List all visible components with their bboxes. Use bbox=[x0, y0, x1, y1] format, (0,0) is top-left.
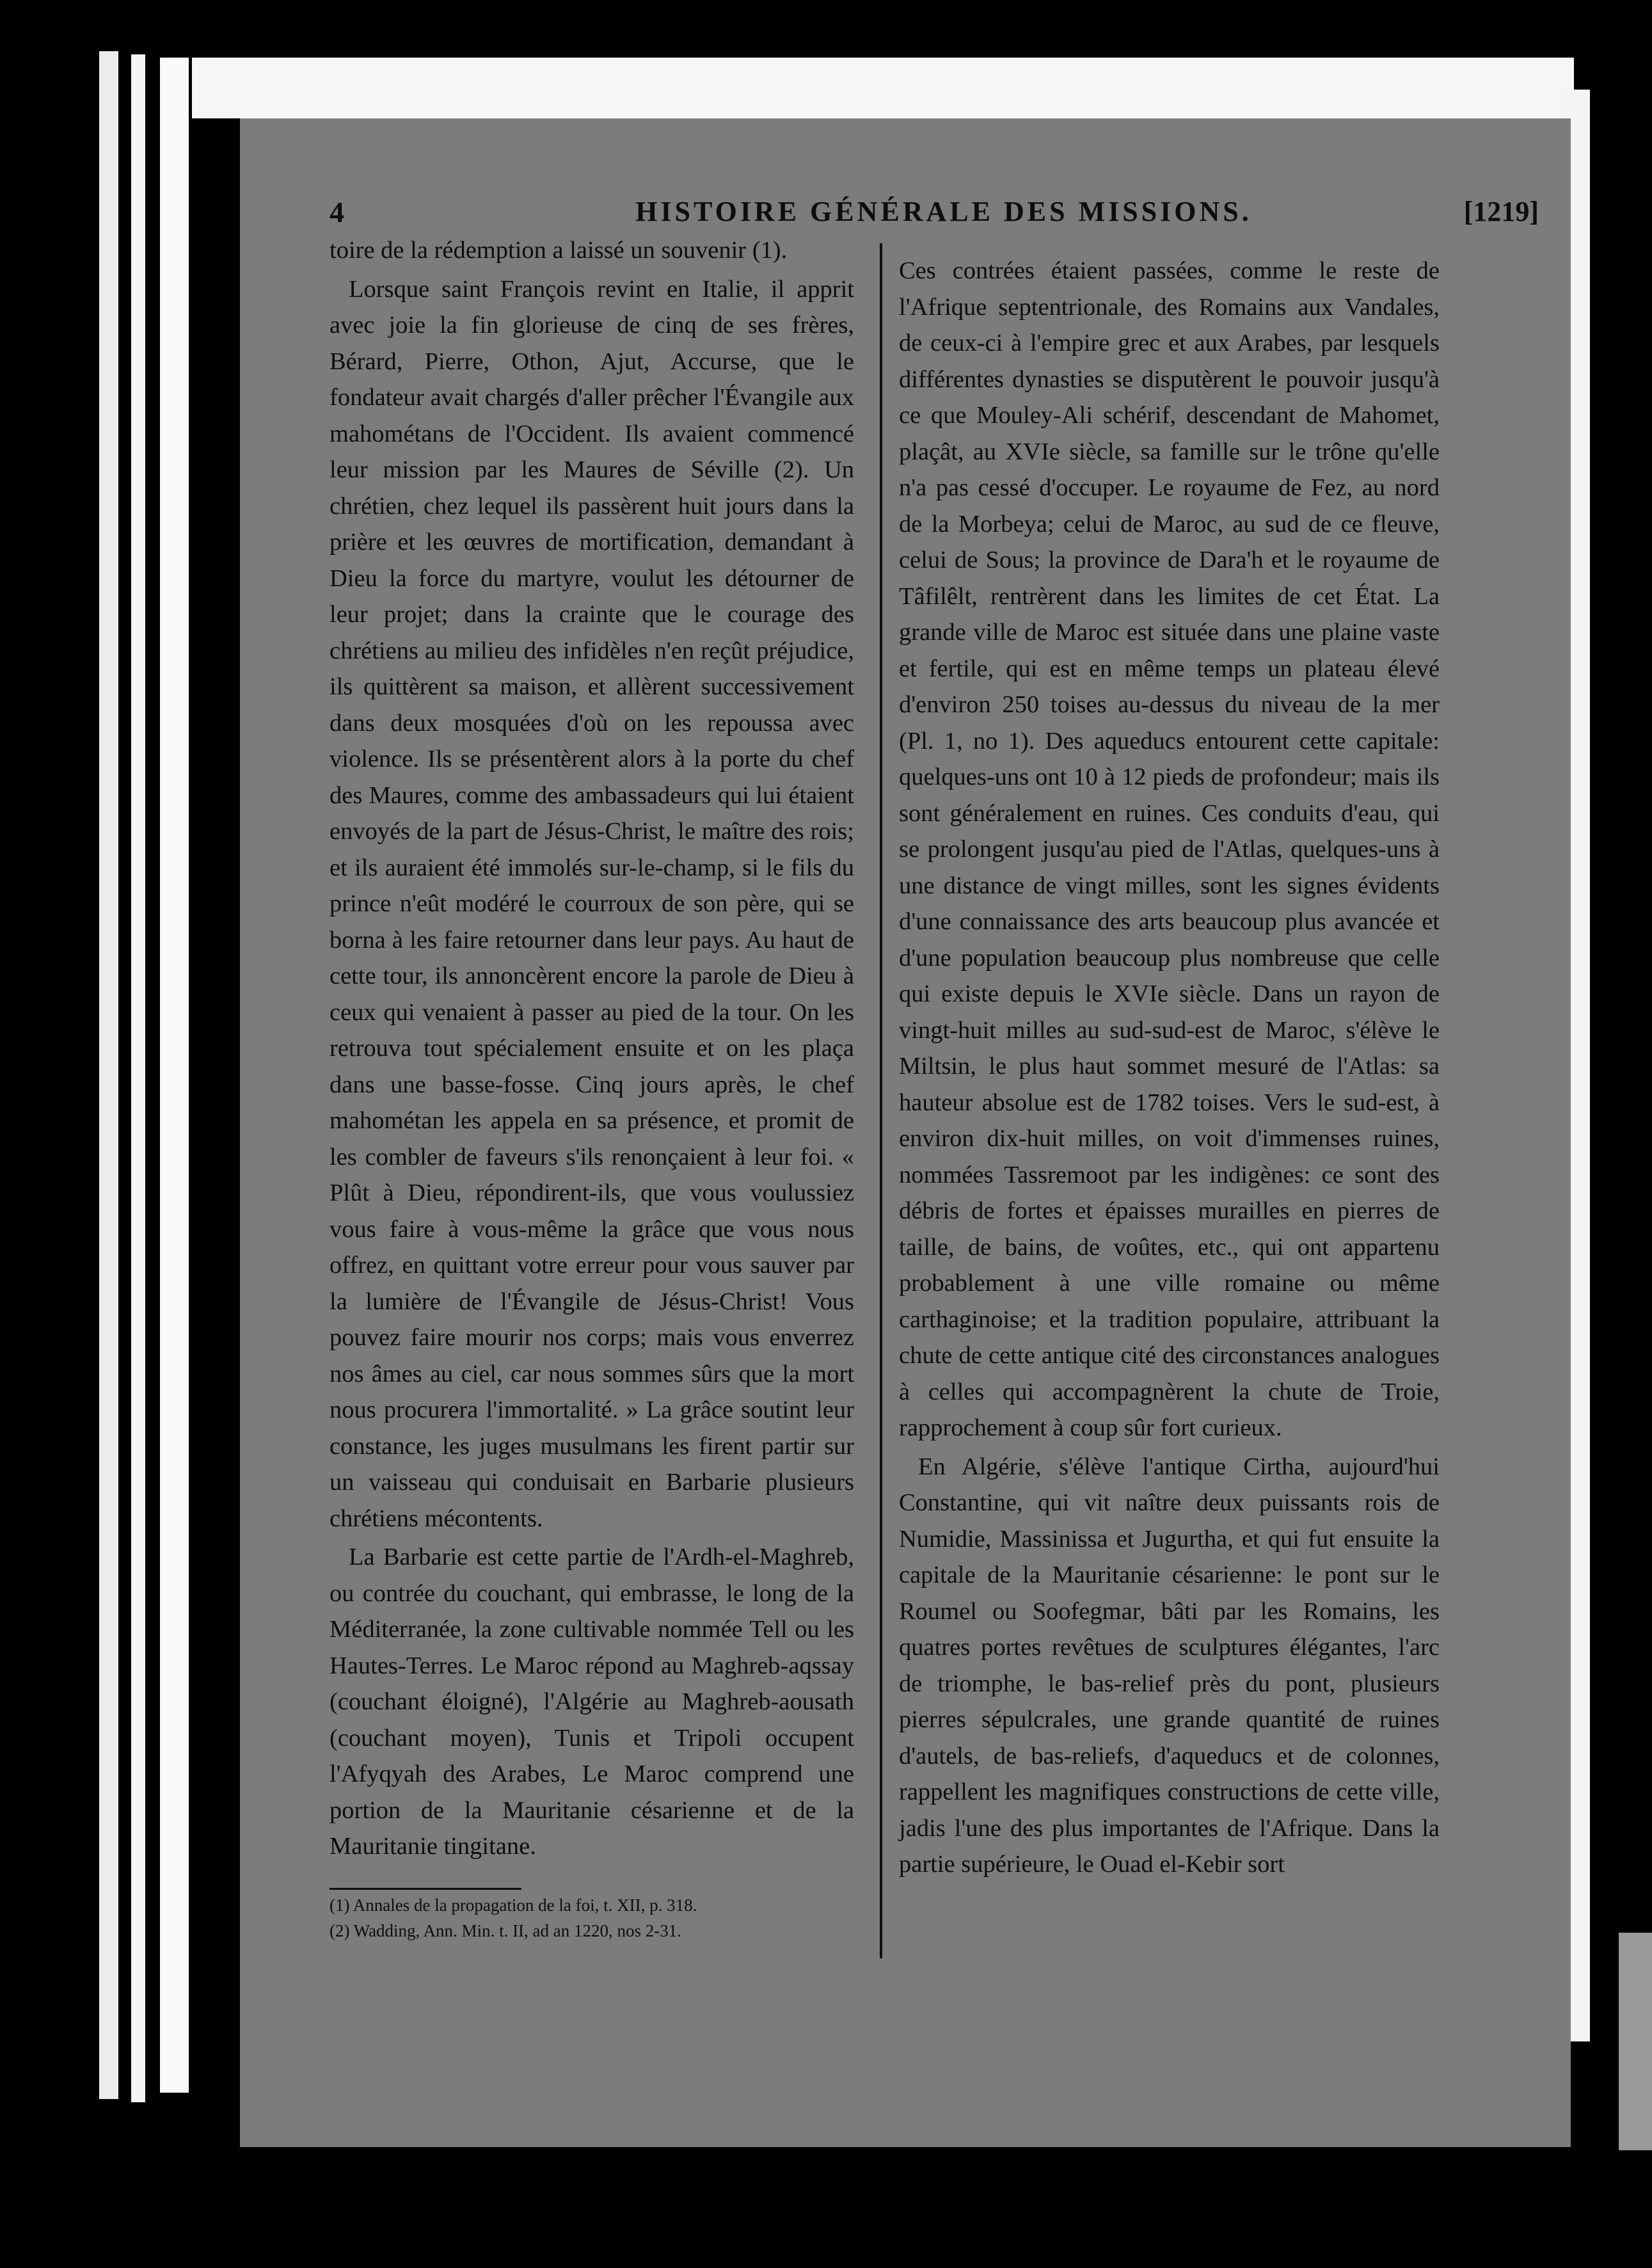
book-page-edge bbox=[99, 51, 118, 2099]
book-corner-edge bbox=[1619, 1933, 1652, 2150]
right-column bbox=[899, 253, 1440, 2006]
page-reference: [1219] bbox=[1463, 196, 1539, 227]
footnote: (2) Wadding, Ann. Min. t. II, ad an 1220, nos 2-31. bbox=[330, 1921, 682, 1940]
book-page-edge bbox=[160, 58, 189, 2093]
paragraph: toire de la rédemption a laissé un souvenir (1). bbox=[330, 237, 788, 264]
paragraph: Lorsque saint François revint en Italie, il apprit avec joie la fin glorieuse de cinq de ses frères, Bérard, Pierre, Othon, Ajut, Accurse, que le fondateur avait chargés d'aller prêcher l'Évangile aux mahométans de l'Occident. Ils avaient commencé leur mission par les Maures de Séville (2). Un chrétien, chez lequel ils passèrent huit jours dans la prière et les œuvres de mortification, demandant à Dieu la force du martyre, voulut les détourner de leur projet; dans la crainte que le courage des chrétiens au milieu des infidèles n'en reçût préjudice, ils quittèrent sa maison, et allèrent successivement dans deux mosquées d'où on les repoussa avec violence. Ils se présentèrent alors à la porte du chef des Maures, comme des ambassadeurs qui lui étaient envoyés de la part de Jésus-Christ, le maître des rois; et ils auraient été immolés sur-le-champ, si le fils du prince n'eût modéré le courroux de son père, qui se borna à les faire retourner dans leur pays. Au haut de cette tour, ils annoncèrent encore la parole de Dieu à ceux qui venaient à passer au pied de la tour. On les retrouva tout spécialement ensuite et on les plaça dans une basse-fosse. Cinq jours après, le chef mahométan les appela en sa présence, et promit de les combler de faveurs s'ils renonçaient à leur foi. « Plût à Dieu, répondirent-ils, que vous voulussiez vous faire à vous-même la grâce que vous nous offrez, en quittant votre erreur pour vous sauver par la lumière de l'Évangile de Jésus-Christ! Vous pouvez faire mourir nos corps; mais vous enverrez nos âmes au ciel, car nous sommes sûrs que la mort nous procurera l'immortalité. » La grâce soutint leur constance, les juges musulmans les firent partir sur un vaisseau qui conduisait en Barbarie plusieurs chrétiens mécontents. bbox=[330, 275, 854, 1532]
scanned-page bbox=[240, 118, 1571, 2147]
footnote-rule bbox=[330, 1888, 521, 1890]
page-number: 4 bbox=[330, 196, 344, 228]
running-title: HISTOIRE GÉNÉRALE DES MISSIONS. bbox=[635, 196, 1252, 227]
paragraph: Ces contrées étaient passées, comme le reste de l'Afrique septentrionale, des Romains aux Vandales, de ceux-ci à l'empire grec et aux Arabes, par lesquels différentes dynasties se disputèrent le pouvoir jusqu'à ce que Mouley-Ali schérif, descendant de Mahomet, plaçât, au XVIe siècle, sa famille sur le trône qu'elle n'a pas cessé d'occuper. Le royaume de Fez, au nord de la Morbeya; celui de Maroc, au sud de ce fleuve, celui de Sous; la province de Dara'h et le royaume de Tâfilêlt, rentrèrent dans les limites de cet État. La grande ville de Maroc est située dans une plaine vaste et fertile, qui est en même temps un plateau élevé d'environ 250 toises au-dessus du niveau de la mer (Pl. 1, no 1). Des aqueducs entourent cette capitale: quelques-uns ont 10 à 12 pieds de profondeur; mais ils sont généralement en ruines. Ces conduits d'eau, qui se prolongent jusqu'au pied de l'Atlas, quelques-uns à une distance de vingt milles, sont les signes évidents d'une connaissance des arts beaucoup plus avancée et d'une population beaucoup plus nombreuse que celle qui existe depuis le XVIe siècle. Dans un rayon de vingt-huit milles au sud-sud-est de Maroc, s'élève le Miltsin, le plus haut sommet mesuré de l'Atlas: sa hauteur absolue est de 1782 toises. Vers le sud-est, à environ dix-huit milles, on voit d'immenses ruines, nommées Tassremoot par les indigènes: ce sont des débris de fortes et épaisses murailles en pierres de taille, de bains, de voûtes, etc., qui ont appartenu probablement à une ville romaine ou même carthaginoise; et la tradition populaire, attribuant la chute de cette antique cité des circonstances analogues à celles qui accompagnèrent la chute de Troie, rapprochement à coup sûr fort curieux. bbox=[899, 257, 1440, 1441]
book-page-edge bbox=[131, 54, 145, 2102]
book-top-edge bbox=[192, 58, 1574, 118]
footnotes bbox=[330, 1892, 854, 1944]
left-column bbox=[330, 232, 854, 1986]
footnote: (1) Annales de la propagation de la foi, t. XII, p. 318. bbox=[330, 1896, 697, 1915]
column-divider bbox=[880, 243, 882, 1958]
paragraph: La Barbarie est cette partie de l'Ardh-el-Maghreb, ou contrée du couchant, qui embrasse, le long de la Méditerranée, la zone cultivable nommée Tell ou les Hautes-Terres. Le Maroc répond au Maghreb-aqssay (couchant éloigné), l'Algérie au Maghreb-aousath (couchant moyen), Tunis et Tripoli occupent l'Afyqyah des Arabes, Le Maroc comprend une portion de la Mauritanie césarienne et de la Mauritanie tingitane. bbox=[330, 1544, 854, 1860]
paragraph: En Algérie, s'élève l'antique Cirtha, aujourd'hui Constantine, qui vit naître deux puissants rois de Numidie, Massinissa et Jugurtha, et qui fut ensuite la capitale de la Mauritanie césarienne: le pont sur le Roumel ou Soofegmar, bâti par les Romains, les quatres portes revêtues de sculptures élégantes, l'arc de triomphe, le bas-relief près du pont, plusieurs pierres sépulcrales, une grande quantité de ruines d'autels, de bas-reliefs, d'aqueducs et de colonnes, rappellent les magnifiques constructions de cette ville, jadis l'une des plus importantes de l'Afrique. Dans la partie supérieure, le Ouad el-Kebir sort bbox=[899, 1453, 1440, 1878]
